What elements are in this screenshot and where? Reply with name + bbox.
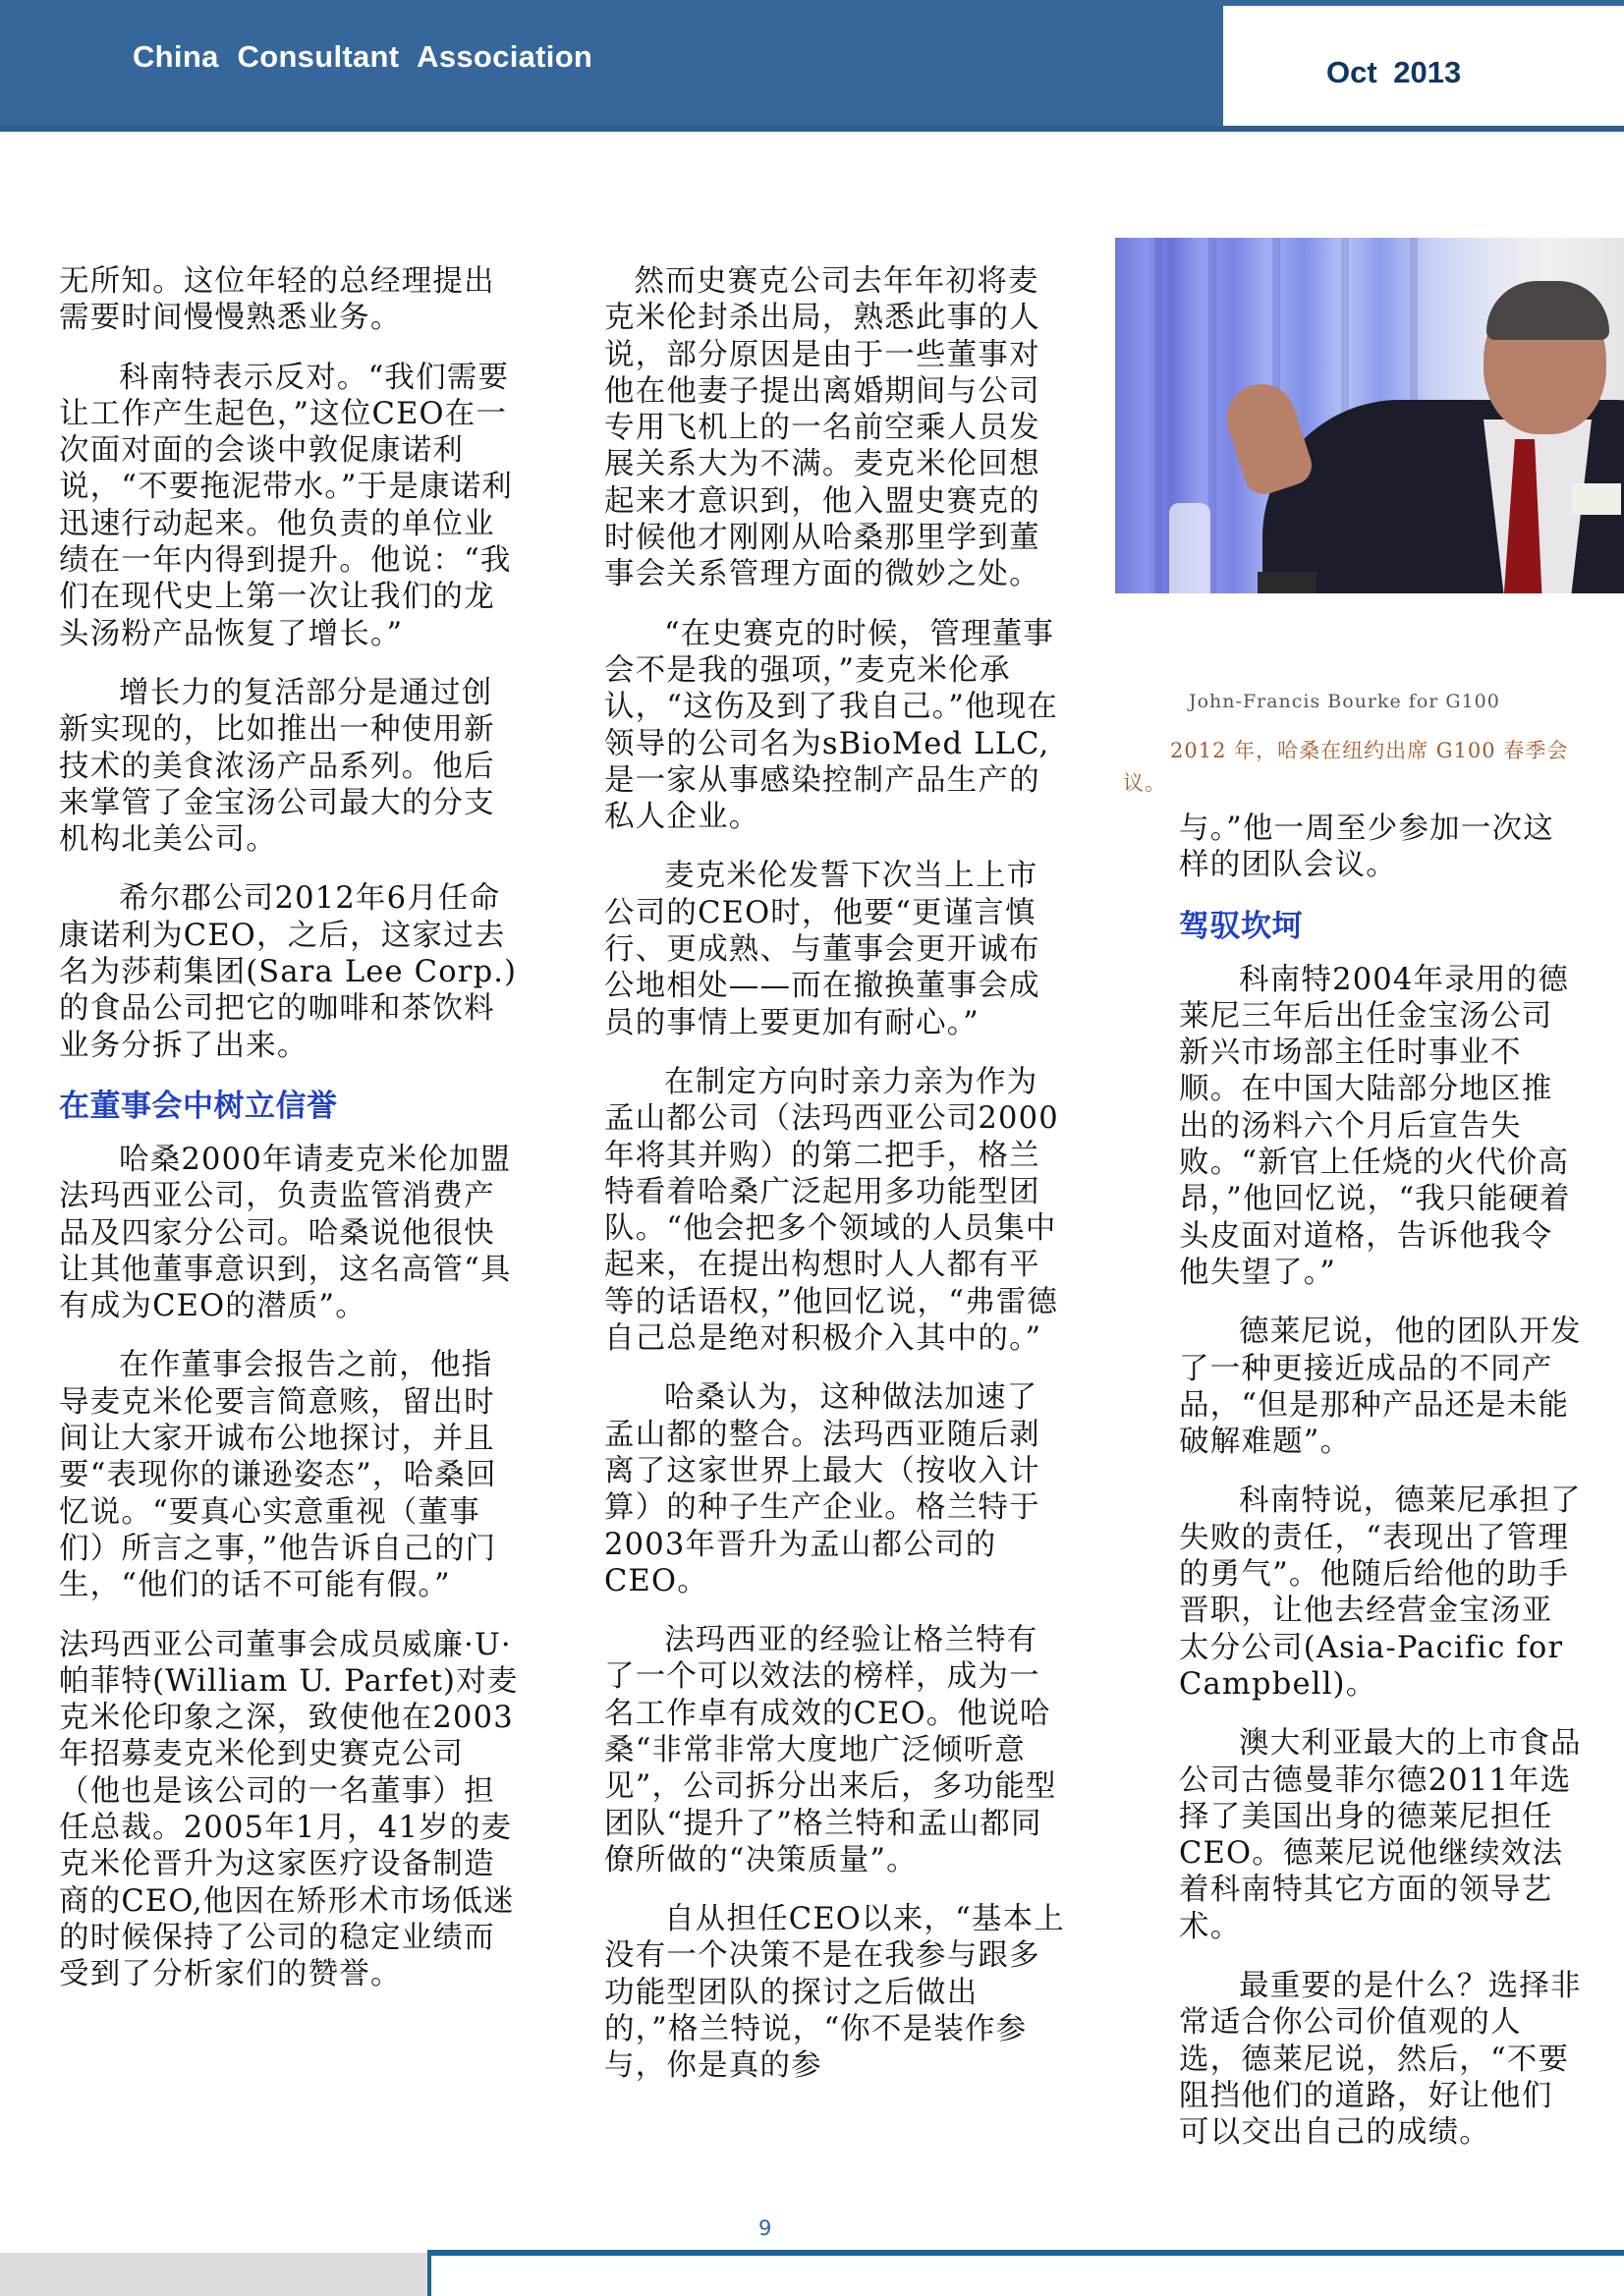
issue-date-box: [1223, 6, 1624, 126]
paragraph: 希尔郡公司2012年6月任命康诺利为CEO，之后，这家过去名为莎莉集团(Sara Lee Corp.)的食品公司把它的咖啡和茶饮料业务分拆了出来。: [59, 881, 518, 1063]
paragraph: 哈桑认为，这种做法加速了孟山都的整合。法玛西亚随后剥离了这家世界上最大（按收入计算）的种子生产企业。格兰特于2003年晋升为孟山都公司的CEO。: [604, 1380, 1040, 1598]
paragraph: 哈桑2000年请麦克米伦加盟法玛西亚公司，负责监管消费产品及四家分公司。哈桑说他很快让其他董事意识到，这名高管“具有成为CEO的潜质”。: [59, 1142, 512, 1324]
photo-hand: [1218, 375, 1317, 499]
photo-credit: John-Francis Bourke for G100: [1189, 691, 1500, 712]
photo-caption: 2012 年，哈桑在纽约出席 G100 春季会议。: [1123, 739, 1569, 795]
issue-date: Oct 2013: [1326, 55, 1462, 89]
paragraph: 增长力的复活部分是通过创新实现的，比如推出一种使用新技术的美食浓汤产品系列。他后来掌管了金宝汤公司最大的分支机构北美公司。: [59, 675, 495, 858]
paragraph: 最重要的是什么？选择非常适合你公司价值观的人选，德莱尼说，然后，“不要阻挡他们的道路，好让他们可以交出自己的成绩。: [1179, 1969, 1582, 2151]
photo-hair: [1486, 281, 1609, 340]
speaker-photo: [1115, 238, 1624, 593]
photo-name-badge: [1572, 483, 1621, 515]
paragraph: “在史赛克的时候，管理董事会不是我的强项，”麦克米伦承认，“这伤及到了我自己。”他现在领导的公司名为sBioMed LLC,是一家从事感染控制产品生产的私人企业。: [604, 616, 1059, 835]
paragraph: 麦克米伦发誓下次当上上市公司的CEO时，他要“更谨言慎行、更成熟、与董事会更开诚布公地相处——而在撤换董事会成员的事情上要更加有耐心。”: [604, 859, 1040, 1040]
section-heading: 在董事会中树立信誉: [59, 1088, 338, 1124]
header-rule: [0, 126, 1624, 132]
paragraph: 然而史赛克公司去年年初将麦克米伦封杀出局，熟悉此事的人说，部分原因是由于一些董事对他在他妻子提出离婚期间与公司专用飞机上的一名前空乘人员发展关系大为不满。麦克米伦回想起来才意识到，他入盟史赛克的时候他才刚刚从哈桑那里学到董事会关系管理方面的微妙之处。: [604, 264, 1040, 592]
paragraph: 在制定方向时亲力亲为作为孟山都公司（法玛西亚公司2000年将其并购）的第二把手，格兰特看着哈桑广泛起用多功能型团队。“他会把多个领域的人员集中起来，在提出构想时人人都有平等的话语权，”他回忆说，“弗雷德自己总是绝对积极介入其中的。”: [604, 1064, 1059, 1357]
photo-mug: [1258, 572, 1316, 593]
column-middle: [604, 263, 1066, 2107]
page-number: 9: [758, 2216, 772, 2240]
paragraph: 自从担任CEO以来，“基本上没有一个决策不是在我参与跟多功能型团队的探讨之后做出的，”格兰特说，“你不是装作参与，你是真的参: [604, 1902, 1065, 2084]
paragraph: 法玛西亚的经验让格兰特有了一个可以效法的榜样，成为一名工作卓有成效的CEO。他说哈桑“非常非常大度地广泛倾听意见”，公司拆分出来后，多功能型团队“提升了”格兰特和孟山都同僚所做的“决策质量”。: [604, 1623, 1057, 1877]
paragraph: 法玛西亚公司董事会成员威廉·U·帕菲特(William U. Parfet)对麦克米伦印象之深，致使他在2003年招募麦克米伦到史赛克公司（他也是该公司的一名董事）担任总裁。2005年1月，41岁的麦克米伦晋升为这家医疗设备制造商的CEO,他因在矫形术市场低迷的时候保持了公司的稳定业绩而受到了分析家们的赞誉。: [59, 1627, 519, 1992]
paragraph: 在作董事会报告之前，他指导麦克米伦要言简意赅，留出时间让大家开诚布公地探讨，并且要“表现你的谦逊姿态”，哈桑回忆说。“要真心实意重视（董事们）所言之事，”他告诉自己的门生，“他们的话不可能有假。”: [59, 1348, 497, 1603]
paragraph: 德莱尼说，他的团队开发了一种更接近成品的不同产品，“但是那种产品还是未能破解难题”。: [1179, 1315, 1582, 1460]
org-name: China Consultant Association: [133, 39, 593, 74]
paragraph: 澳大利亚最大的上市食品公司古德曼菲尔德2011年选择了美国出身的德莱尼担任CEO。德莱尼说他继续效法着科南特其它方面的领导艺术。: [1179, 1726, 1582, 1944]
section-heading: 驾驭坎坷: [1179, 908, 1303, 944]
paragraph: 科南特2004年录用的德莱尼三年后出任金宝汤公司新兴市场部主任时事业不顺。在中国大陆部分地区推出的汤料六个月后宣告失败。“新官上任烧的火代价高昂，”他回忆说，“我只能硬着头皮面对道格，告诉他我令他失望了。”: [1179, 962, 1571, 1290]
column-right: [1179, 811, 1582, 2174]
photo-water-bottle: [1169, 503, 1210, 593]
paragraph: 科南特表示反对。“我们需要让工作产生起色，”这位CEO在一次面对面的会谈中敦促康诺利说，“不要拖泥带水。”于是康诺利迅速行动起来。他负责的单位业绩在一年内得到提升。他说：“我们在现代史上第一次让我们的龙头汤粉产品恢复了增长。”: [59, 360, 514, 651]
paragraph: 与。”他一周至少参加一次这样的团队会议。: [1179, 812, 1554, 883]
header-band: [0, 0, 1624, 132]
footer-gray-block: [0, 2253, 427, 2296]
footer-rule: [427, 2250, 1624, 2256]
paragraph: 无所知。这位年轻的总经理提出需要时间慢慢熟悉业务。: [59, 264, 495, 336]
footer-divider: [427, 2250, 431, 2296]
paragraph: 科南特说，德莱尼承担了失败的责任，“表现出了管理的勇气”。他随后给他的助手晋职，让他去经营金宝汤亚太分公司(Asia-Pacific for Campbell)。: [1179, 1484, 1582, 1702]
column-left: [59, 263, 521, 2015]
